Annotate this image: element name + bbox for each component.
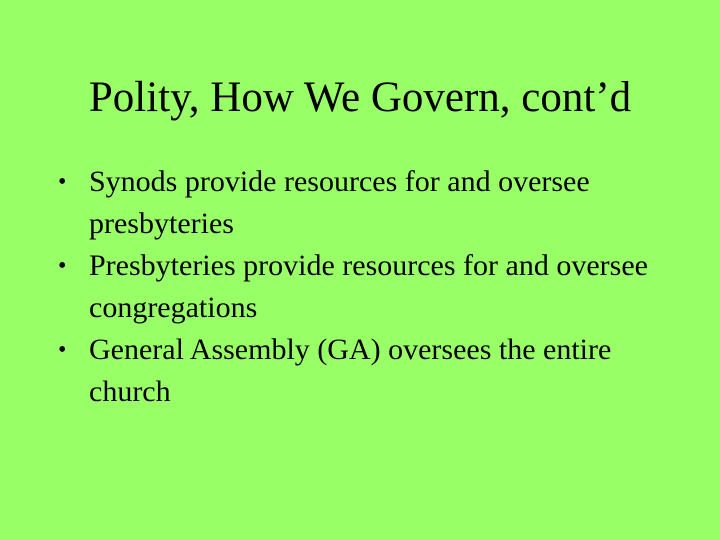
bullet-list bbox=[58, 161, 678, 413]
bullet-icon: • bbox=[58, 253, 67, 279]
bullet-text: Presbyteries provide resources for and oversee congregations bbox=[89, 249, 648, 324]
bullet-text: General Assembly (GA) oversees the entire church bbox=[89, 333, 612, 408]
bullet-text: Synods provide resources for and oversee presbyteries bbox=[89, 165, 590, 240]
bullet-icon: • bbox=[58, 169, 67, 195]
list-item bbox=[58, 245, 678, 329]
list-item bbox=[58, 161, 678, 245]
list-item bbox=[58, 329, 678, 413]
slide-title: Polity, How We Govern, cont’d bbox=[88, 74, 632, 121]
bullet-icon: • bbox=[58, 337, 67, 363]
